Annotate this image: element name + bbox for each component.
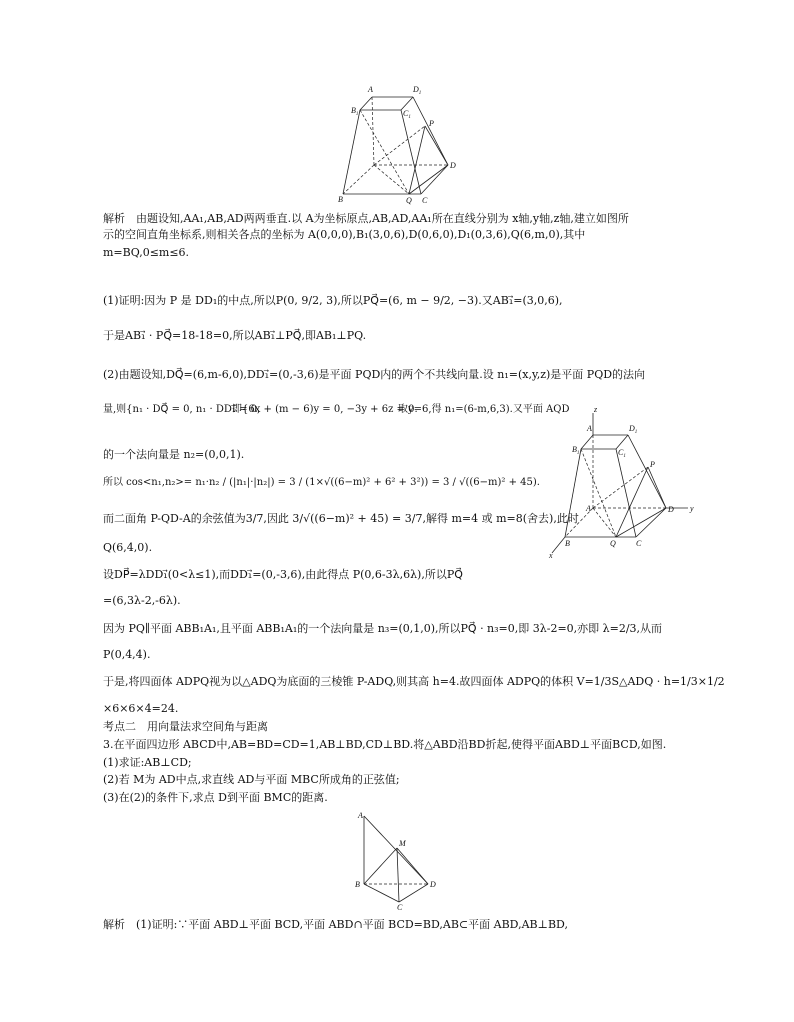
label-C: C (422, 196, 428, 205)
label-P: P (650, 460, 655, 469)
problem-3-part-3: (3)在(2)的条件下,求点 D到平面 BMC的距离. (103, 791, 328, 804)
label-A: A (358, 811, 363, 820)
axis-label-y: y (690, 504, 694, 513)
label-Q: Q (610, 539, 616, 548)
label-A: A (586, 504, 591, 513)
label-D: D (450, 161, 456, 170)
label-P: P (429, 119, 434, 128)
problem-3-part-2: (2)若 M为 AD中点,求直线 AD与平面 MBC所成角的正弦值; (103, 773, 400, 786)
analysis-line-2: 示的空间直角坐标系,则相关各点的坐标为 A(0,0,0),B₁(3,0,6),D(0,6,0),D₁(0,3,6),Q(6,m,0),其中 (103, 228, 586, 241)
label-B: B (338, 195, 343, 204)
point-q-line: Q(6,4,0). (103, 541, 153, 554)
figure-1-solid (335, 80, 465, 205)
vector-pq-line: =(6,3λ-2,-6λ). (103, 594, 181, 607)
axis-label-z: z (594, 405, 598, 414)
label-A1: A (587, 424, 592, 433)
dihedral-angle-line: 而二面角 P-QD-A的余弦值为3/7,因此 3/√((6−m)² + 45) = 3/7,解得 m=4 或 m=8(舍去),此时 (103, 512, 579, 525)
solution-3-line-1: 解析 (1)证明:∵平面 ABD⊥平面 BCD,平面 ABD∩平面 BCD=BD,AB⊂平面 ABD,AB⊥BD, (103, 918, 568, 931)
label-C1: $C_1$ (403, 109, 411, 120)
problem-3-part-1: (1)求证:AB⊥CD; (103, 756, 192, 769)
figure-2-coordinate-solid (548, 405, 698, 560)
label-D: D (668, 505, 674, 514)
cosine-formula: 所以 cos<n₁,n₂>= n₁·n₂ / (|n₁|·|n₂|) = 3 / (1×√((6−m)² + 6² + 3²)) = 3 / √((6−m)² + 45). (103, 477, 540, 488)
figure-3-tetrahedron (352, 810, 442, 910)
normal-vector-result: 取y=6,得 n₁=(6-m,6,3).又平面 AQD (398, 404, 570, 415)
label-B1: $B_1$ (351, 106, 359, 117)
label-C: C (397, 903, 403, 910)
parallel-line: 因为 PQ∥平面 ABB₁A₁,且平面 ABB₁A₁的一个法向量是 n₃=(0,1,0),所以PQ⃗ · n₃=0,即 3λ-2=0,亦即 λ=2/3,从而 (103, 622, 663, 635)
problem-3-statement: 3.在平面四边形 ABCD中,AB=BD=CD=1,AB⊥BD,CD⊥BD.将△ABD沿BD折起,使得平面ABD⊥平面BCD,如图. (103, 738, 667, 751)
volume-line-1: 于是,将四面体 ADPQ视为以△ADQ为底面的三棱锥 P-ADQ,则其高 h=4.故四面体 ADPQ的体积 V=1/3S△ADQ · h=1/3×1/2 (103, 675, 725, 688)
label-A: A (368, 85, 373, 94)
label-M: M (399, 839, 406, 848)
volume-line-2: ×6×6×4=24. (103, 702, 179, 715)
analysis-line-3: m=BQ,0≤m≤6. (103, 246, 190, 259)
label-Q: Q (406, 196, 412, 205)
part-2-line-1: (2)由题设知,DQ⃗=(6,m-6,0),DD₁⃗=(0,-3,6)是平面 PQD内的两个不共线向量.设 n₁=(x,y,z)是平面 PQD的法向 (103, 368, 646, 381)
label-B1: $B_1$ (572, 445, 580, 456)
normal-vector-system: 量,则{n₁ · DQ⃗ = 0, n₁ · DD₁⃗ = 0, (103, 404, 261, 415)
proof-1-conclusion: 于是AB₁⃗ · PQ⃗=18-18=0,所以AB₁⃗⊥PQ⃗,即AB₁⊥PQ. (103, 329, 367, 342)
section-heading: 考点二 用向量法求空间角与距离 (103, 720, 268, 733)
label-D1: $D_1$ (413, 85, 422, 96)
label-B: B (565, 539, 570, 548)
axis-label-x: x (549, 551, 553, 560)
linear-system: 即{6x + (m − 6)y = 0, −3y + 6z = 0. (232, 404, 418, 415)
normal-vector-n2: 的一个法向量是 n₂=(0,0,1). (103, 448, 245, 461)
label-D: D (430, 880, 436, 889)
label-C1: $C_1$ (618, 448, 626, 459)
analysis-line-1: 解析 由题设知,AA₁,AB,AD两两垂直.以 A为坐标原点,AB,AD,AA₁所在直线分别为 x轴,y轴,z轴,建立如图所 (103, 212, 629, 225)
label-C: C (636, 539, 642, 548)
point-p-line: P(0,4,4). (103, 648, 151, 661)
vector-dp-line: 设DP⃗=λDD₁⃗(0<λ≤1),而DD₁⃗=(0,-3,6),由此得点 P(0,6-3λ,6λ),所以PQ⃗ (103, 568, 463, 581)
label-D1: $D_1$ (629, 424, 638, 435)
label-B: B (355, 880, 360, 889)
proof-1-line: (1)证明:因为 P 是 DD₁的中点,所以P(0, 9/2, 3),所以PQ⃗=(6, m − 9/2, −3).又AB₁⃗=(3,0,6), (103, 294, 563, 307)
